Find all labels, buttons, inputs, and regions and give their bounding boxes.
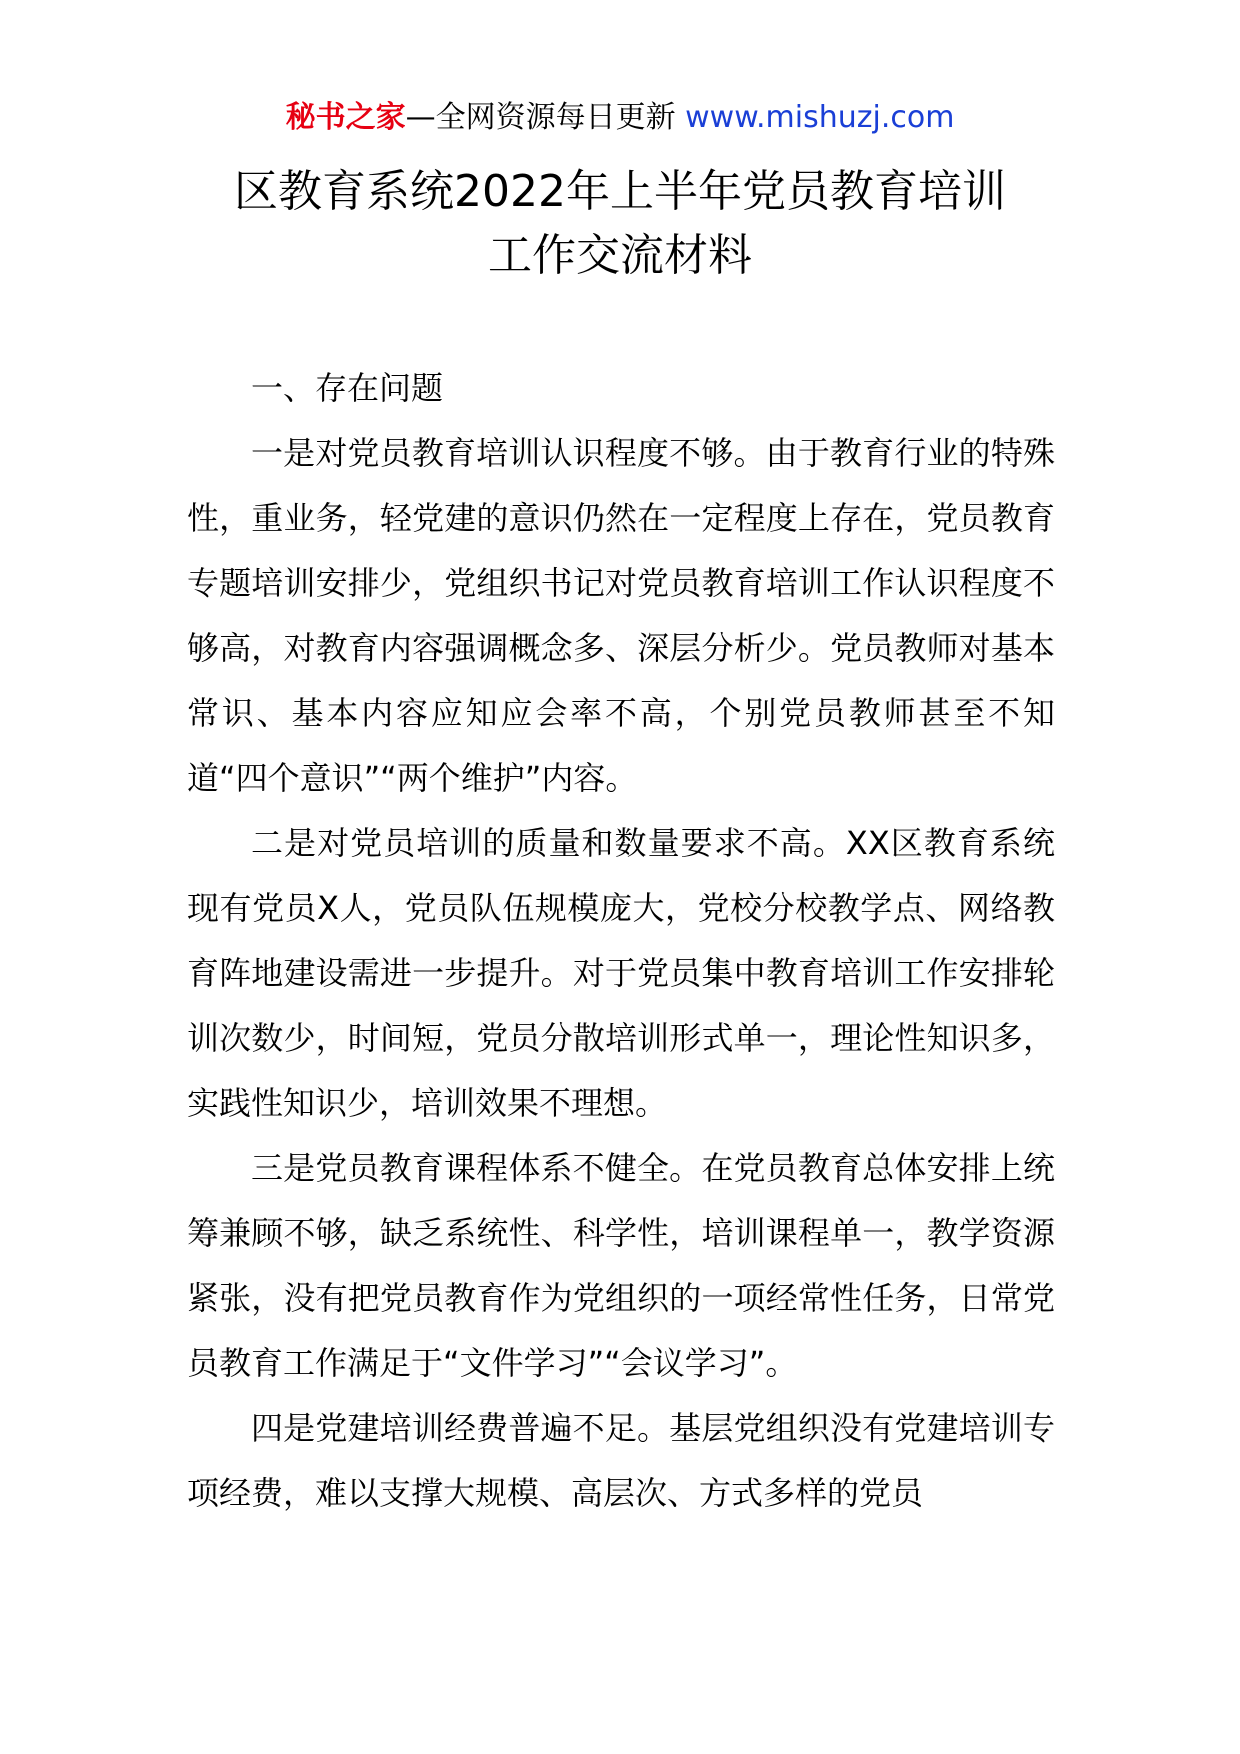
site-url-link[interactable]: www.mishuzj.com (685, 100, 955, 135)
site-header (0, 98, 1240, 138)
brand-name: 秘书之家 (285, 100, 406, 135)
paragraph-3: 三是党员教育课程体系不健全。在党员教育总体安排上统筹兼顾不够，缺乏系统性、科学性，培训课程单一，教学资源紧张，没有把党员教育作为党组织的一项经常性任务，日常党员教育工作满足于“文件学习”“会议学习”。 (187, 1149, 1055, 1382)
title-line-2: 工作交流材料 (488, 230, 752, 281)
document-body (187, 356, 1055, 1526)
title-line-1: 区教育系统2022年上半年党员教育培训 (234, 166, 1006, 217)
document-title (0, 160, 1240, 288)
paragraph-1: 一是对党员教育培训认识程度不够。由于教育行业的特殊性，重业务，轻党建的意识仍然在一定程度上存在，党员教育专题培训安排少，党组织书记对党员教育培训工作认识程度不够高，对教育内容强调概念多、深层分析少。党员教师对基本常识、基本内容应知应会率不高，个别党员教师甚至不知道“四个意识”“两个维护”内容。 (187, 434, 1055, 797)
section-heading: 一、存在问题 (251, 369, 444, 407)
paragraph-2: 二是对党员培训的质量和数量要求不高。XX区教育系统现有党员X人，党员队伍规模庞大，党校分校教学点、网络教育阵地建设需进一步提升。对于党员集中教育培训工作安排轮训次数少，时间短，党员分散培训形式单一，理论性知识多，实践性知识少，培训效果不理想。 (187, 824, 1055, 1122)
paragraph-4: 四是党建培训经费普遍不足。基层党组织没有党建培训专项经费，难以支撑大规模、高层次、方式多样的党员 (187, 1409, 1055, 1512)
header-slogan: —全网资源每日更新 (405, 100, 686, 135)
